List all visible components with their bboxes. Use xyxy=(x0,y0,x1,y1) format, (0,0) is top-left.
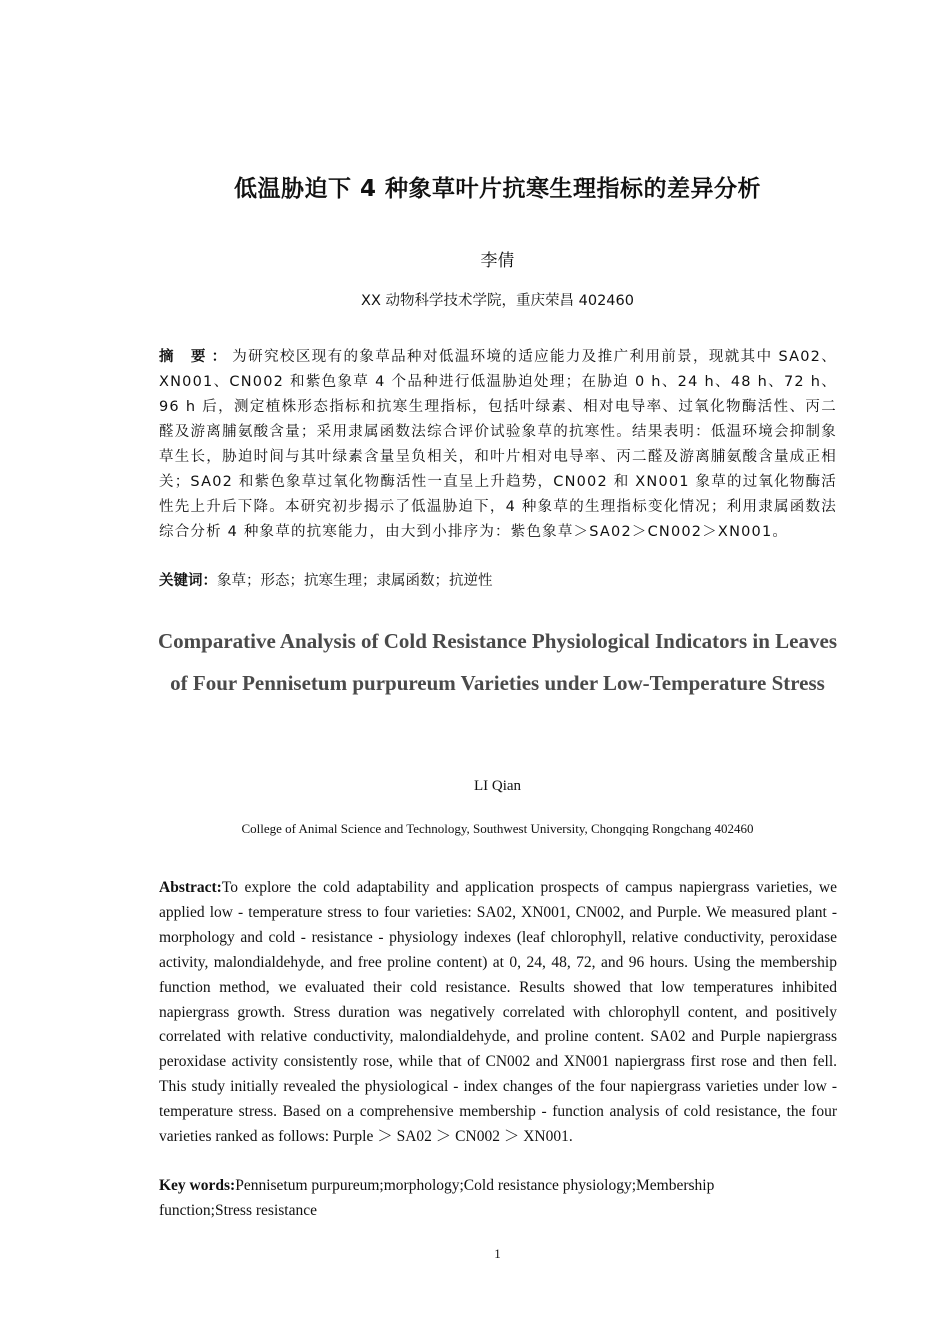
english-keywords-text: Pennisetum purpureum;morphology;Cold resistance physiology;Membership function;Stress resistance xyxy=(159,1177,715,1219)
chinese-keywords-text: 象草；形态；抗寒生理；隶属函数；抗逆性 xyxy=(217,573,493,589)
chinese-affiliation: XX 动物科学技术学院，重庆荣昌 402460 xyxy=(361,293,634,309)
chinese-abstract xyxy=(159,345,837,545)
chinese-keywords-label: 关键词： xyxy=(159,573,217,589)
chinese-author: 李倩 xyxy=(480,251,515,271)
english-keywords-label: Key words: xyxy=(159,1177,236,1194)
english-author: LI Qian xyxy=(473,778,522,794)
english-abstract-text: To explore the cold adaptability and application prospects of campus napiergrass varieties, we applied low - temperature stress to four varieties: SA02, XN001, CN002, and Purple. We measured plant - morphology and cold - resistance - physiology indexes (leaf chlorophyll, relative conductivity, peroxidase activity, malondialdehyde, and free proline content) at 0, 24, 48, 72, and 96 hours. Using the membership function method, we evaluated their cold resistance. Results showed that low temperatures inhibited napiergrass growth. Stress duration was negatively correlated with chlorophyll content, and positively correlated with relative conductivity, malondialdehyde, and proline content. SA02 and Purple napiergrass peroxidase activity consistently rose, while that of CN002 and XN001 napiergrass first rose and then fell. This study initially revealed the physiological - index changes of the four napiergrass varieties under low - temperature stress. Based on a comprehensive membership - function analysis of cold resistance, the four varieties ranked as follows: Purple ＞ SA02 ＞ CN002 ＞ XN001. xyxy=(159,879,837,1146)
english-affiliation: College of Animal Science and Technology, Southwest University, Chongqing Rongchang 402460 xyxy=(241,821,754,836)
chinese-abstract-label: 摘 要： xyxy=(159,349,233,365)
english-abstract xyxy=(159,876,837,1150)
chinese-keywords xyxy=(159,569,837,594)
english-abstract-label: Abstract: xyxy=(159,879,222,896)
english-title: Comparative Analysis of Cold Resistance Physiological Indicators in Leaves of Four Pennisetum purpureum Varieties under Low-Temperature Stress xyxy=(157,629,837,695)
english-keywords xyxy=(159,1174,779,1224)
chinese-title: 低温胁迫下 4 种象草叶片抗寒生理指标的差异分析 xyxy=(233,176,762,202)
page-number: 1 xyxy=(494,1246,501,1261)
chinese-abstract-text: 为研究校区现有的象草品种对低温环境的适应能力及推广利用前景，现就其中 SA02、XN001、CN002 和紫色象草 4 个品种进行低温胁迫处理；在胁迫 0 h、24 h、48 h、72 h、96 h 后，测定植株形态指标和抗寒生理指标，包括叶绿素、相对电导率、过氧化物酶活性、丙二醛及游离脯氨酸含量；采用隶属函数法综合评价试验象草的抗寒性。结果表明：低温环境会抑制象草生长，胁迫时间与其叶绿素含量呈负相关，和叶片相对电导率、丙二醛及游离脯氨酸含量成正相关；SA02 和紫色象草过氧化物酶活性一直呈上升趋势，CN002 和 XN001 象草的过氧化物酶活性先上升后下降。本研究初步揭示了低温胁迫下，4 种象草的生理指标变化情况；利用隶属函数法综合分析 4 种象草的抗寒能力，由大到小排序为：紫色象草＞SA02＞CN002＞XN001。 xyxy=(159,349,837,540)
